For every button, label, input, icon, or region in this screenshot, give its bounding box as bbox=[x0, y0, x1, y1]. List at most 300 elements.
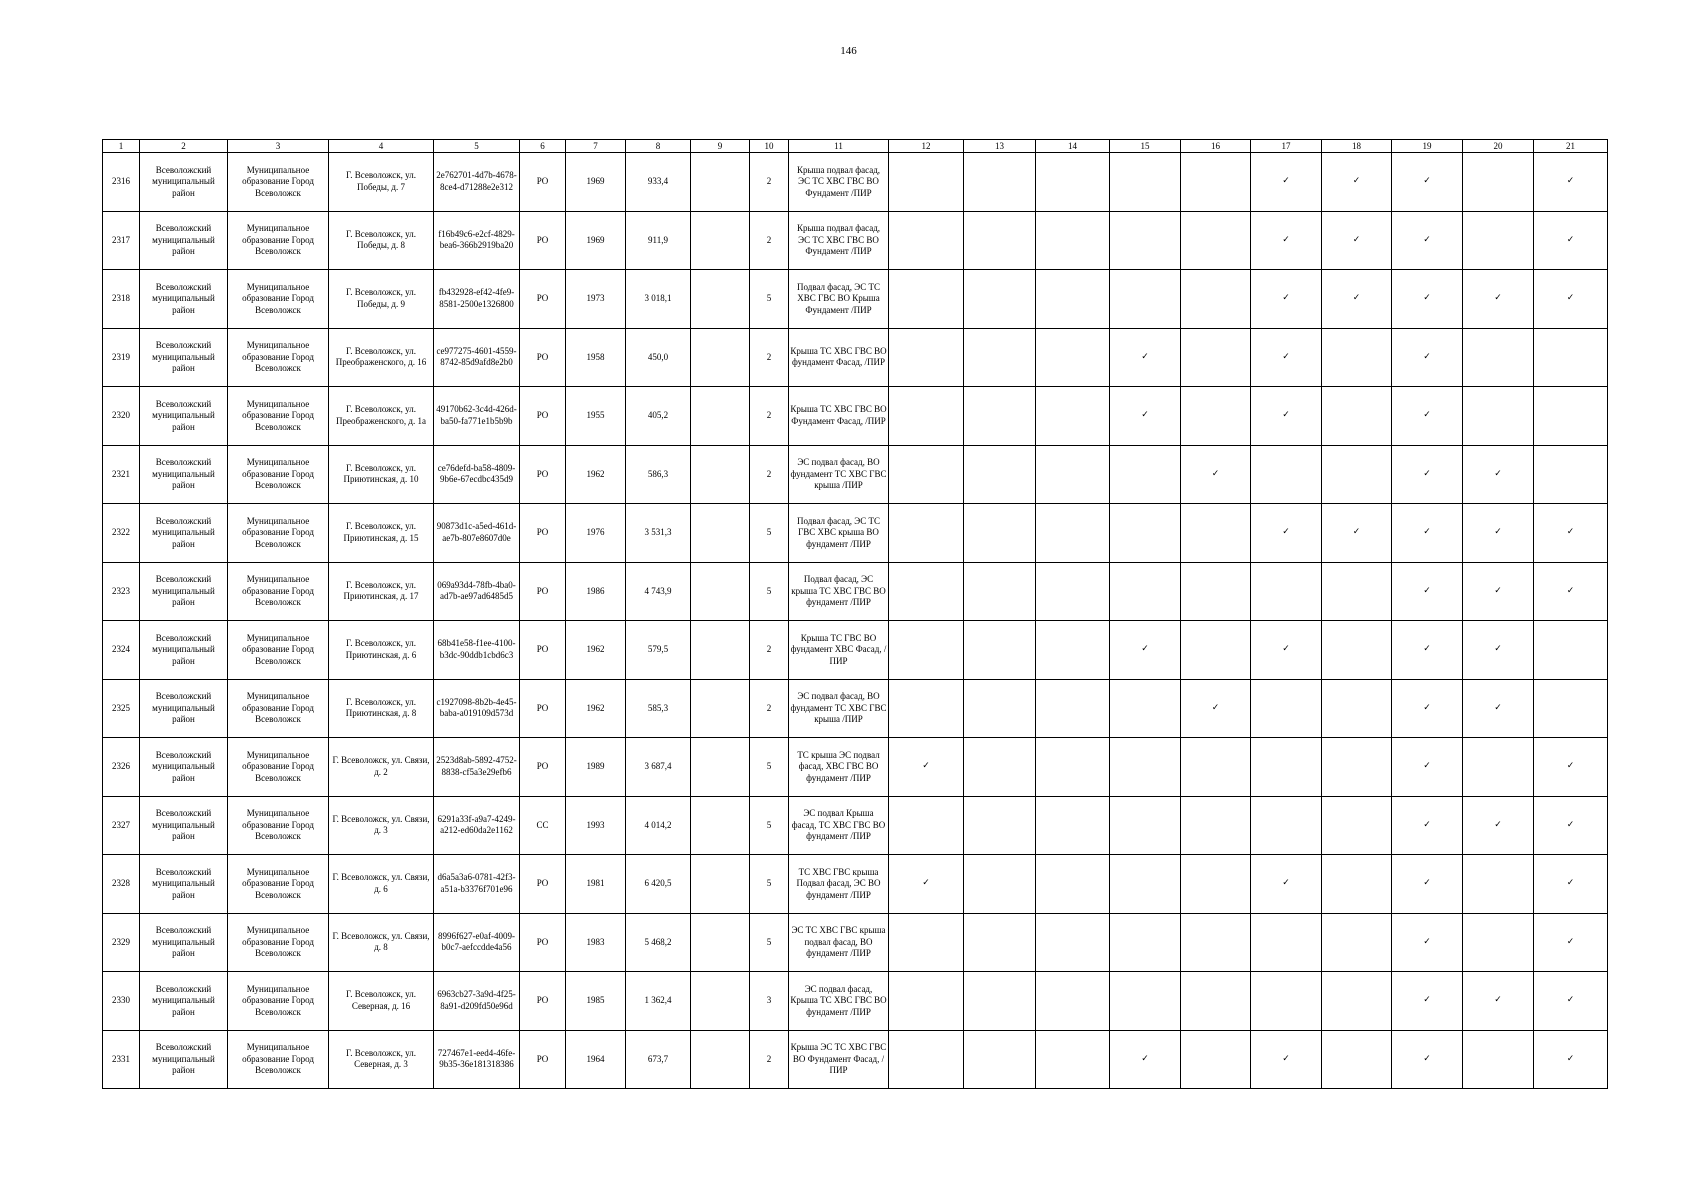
works-cell: Крыша ТС ХВС ГВС ВО фундамент Фасад, /ПИР bbox=[789, 328, 889, 387]
empty-cell bbox=[964, 504, 1036, 563]
empty-cell bbox=[1322, 913, 1392, 972]
address-cell: Г. Всеволожск, ул. Связи, д. 3 bbox=[329, 796, 434, 855]
empty-cell bbox=[1036, 621, 1110, 680]
empty-cell bbox=[1463, 328, 1534, 387]
empty-cell bbox=[889, 153, 964, 212]
area-cell: 673,7 bbox=[626, 1030, 691, 1089]
check-mark-icon: ✓ bbox=[1392, 562, 1463, 621]
column-9-cell bbox=[691, 211, 750, 270]
empty-cell bbox=[1322, 1030, 1392, 1089]
empty-cell bbox=[1036, 855, 1110, 914]
area-cell: 579,5 bbox=[626, 621, 691, 680]
object-code-cell: f16b49c6-e2cf-4829-bea6-366b2919ba20 bbox=[434, 211, 520, 270]
works-cell: ТС крыша ЭС подвал фасад, ХВС ГВС ВО фундамент /ПИР bbox=[789, 738, 889, 797]
empty-cell bbox=[1036, 562, 1110, 621]
floors-cell: 5 bbox=[750, 270, 789, 329]
ownership-type-cell: РО bbox=[520, 270, 566, 329]
empty-cell bbox=[1322, 328, 1392, 387]
check-mark-icon: ✓ bbox=[1392, 153, 1463, 212]
empty-cell bbox=[964, 1030, 1036, 1089]
column-header-19: 19 bbox=[1392, 140, 1463, 153]
ownership-type-cell: РО bbox=[520, 679, 566, 738]
ownership-type-cell: РО bbox=[520, 445, 566, 504]
column-header-11: 11 bbox=[789, 140, 889, 153]
empty-cell bbox=[889, 387, 964, 446]
municipality-cell: Муниципальное образование Город Всеволожск bbox=[228, 153, 329, 212]
empty-cell bbox=[1036, 504, 1110, 563]
address-cell: Г. Всеволожск, ул. Победы, д. 7 bbox=[329, 153, 434, 212]
area-cell: 4 014,2 bbox=[626, 796, 691, 855]
check-mark-icon: ✓ bbox=[1463, 562, 1534, 621]
column-header-17: 17 bbox=[1251, 140, 1322, 153]
district-cell: Всеволожский муниципальный район bbox=[140, 621, 228, 680]
area-cell: 586,3 bbox=[626, 445, 691, 504]
column-header-12: 12 bbox=[889, 140, 964, 153]
object-code-cell: ce977275-4601-4559-8742-85d9afd8e2b0 bbox=[434, 328, 520, 387]
table-row bbox=[103, 913, 1608, 972]
works-cell: Крыша ТС ХВС ГВС ВО Фундамент Фасад, /ПИР bbox=[789, 387, 889, 446]
district-cell: Всеволожский муниципальный район bbox=[140, 855, 228, 914]
ownership-type-cell: РО bbox=[520, 387, 566, 446]
district-cell: Всеволожский муниципальный район bbox=[140, 445, 228, 504]
area-cell: 933,4 bbox=[626, 153, 691, 212]
table-row bbox=[103, 972, 1608, 1031]
ownership-type-cell: РО bbox=[520, 738, 566, 797]
ownership-type-cell: РО bbox=[520, 504, 566, 563]
column-header-18: 18 bbox=[1322, 140, 1392, 153]
works-cell: Подвал фасад, ЭС ТС ХВС ГВС ВО Крыша Фундамент /ПИР bbox=[789, 270, 889, 329]
check-mark-icon: ✓ bbox=[1392, 387, 1463, 446]
works-cell: Крыша подвал фасад, ЭС ТС ХВС ГВС ВО Фундамент /ПИР bbox=[789, 153, 889, 212]
year-cell: 1981 bbox=[566, 855, 626, 914]
district-cell: Всеволожский муниципальный район bbox=[140, 738, 228, 797]
floors-cell: 2 bbox=[750, 621, 789, 680]
check-mark-icon: ✓ bbox=[1392, 211, 1463, 270]
check-mark-icon: ✓ bbox=[1251, 855, 1322, 914]
check-mark-icon: ✓ bbox=[1392, 270, 1463, 329]
year-cell: 1962 bbox=[566, 445, 626, 504]
column-9-cell bbox=[691, 796, 750, 855]
empty-cell bbox=[889, 328, 964, 387]
empty-cell bbox=[889, 679, 964, 738]
empty-cell bbox=[889, 445, 964, 504]
column-9-cell bbox=[691, 445, 750, 504]
empty-cell bbox=[964, 796, 1036, 855]
municipality-cell: Муниципальное образование Город Всеволожск bbox=[228, 1030, 329, 1089]
check-mark-icon: ✓ bbox=[889, 855, 964, 914]
empty-cell bbox=[1534, 621, 1608, 680]
row-number: 2320 bbox=[103, 387, 140, 446]
table-row bbox=[103, 270, 1608, 329]
column-9-cell bbox=[691, 679, 750, 738]
object-code-cell: ce76defd-ba58-4809-9b6e-67ecdbc435d9 bbox=[434, 445, 520, 504]
works-cell: Крыша ТС ГВС ВО фундамент ХВС Фасад, /ПИР bbox=[789, 621, 889, 680]
row-number: 2322 bbox=[103, 504, 140, 563]
empty-cell bbox=[1110, 153, 1181, 212]
column-header-2: 2 bbox=[140, 140, 228, 153]
empty-cell bbox=[1181, 972, 1251, 1031]
area-cell: 911,9 bbox=[626, 211, 691, 270]
works-cell: ЭС подвал фасад, Крыша ТС ХВС ГВС ВО фундамент /ПИР bbox=[789, 972, 889, 1031]
floors-cell: 5 bbox=[750, 913, 789, 972]
check-mark-icon: ✓ bbox=[1534, 855, 1608, 914]
object-code-cell: c1927098-8b2b-4e45-baba-a019109d573d bbox=[434, 679, 520, 738]
check-mark-icon: ✓ bbox=[1251, 153, 1322, 212]
check-mark-icon: ✓ bbox=[1534, 972, 1608, 1031]
address-cell: Г. Всеволожск, ул. Победы, д. 9 bbox=[329, 270, 434, 329]
ownership-type-cell: РО bbox=[520, 913, 566, 972]
empty-cell bbox=[1110, 913, 1181, 972]
municipality-cell: Муниципальное образование Город Всеволожск bbox=[228, 504, 329, 563]
column-9-cell bbox=[691, 562, 750, 621]
floors-cell: 2 bbox=[750, 679, 789, 738]
check-mark-icon: ✓ bbox=[1534, 913, 1608, 972]
table-row bbox=[103, 796, 1608, 855]
year-cell: 1983 bbox=[566, 913, 626, 972]
check-mark-icon: ✓ bbox=[1392, 445, 1463, 504]
empty-cell bbox=[889, 972, 964, 1031]
empty-cell bbox=[964, 621, 1036, 680]
empty-cell bbox=[964, 153, 1036, 212]
empty-cell bbox=[1110, 270, 1181, 329]
empty-cell bbox=[1463, 153, 1534, 212]
object-code-cell: 2523d8ab-5892-4752-8838-cf5a3e29efb6 bbox=[434, 738, 520, 797]
works-cell: Подвал фасад, ЭС крыша ТС ХВС ГВС ВО фундамент /ПИР bbox=[789, 562, 889, 621]
column-header-14: 14 bbox=[1036, 140, 1110, 153]
column-9-cell bbox=[691, 913, 750, 972]
empty-cell bbox=[1181, 270, 1251, 329]
check-mark-icon: ✓ bbox=[1392, 913, 1463, 972]
empty-cell bbox=[1322, 796, 1392, 855]
table-row bbox=[103, 679, 1608, 738]
table-row bbox=[103, 504, 1608, 563]
column-number-row bbox=[103, 140, 1608, 153]
floors-cell: 2 bbox=[750, 211, 789, 270]
empty-cell bbox=[889, 796, 964, 855]
year-cell: 1985 bbox=[566, 972, 626, 1031]
object-code-cell: 68b41e58-f1ee-4100-b3dc-90ddb1cbd6c3 bbox=[434, 621, 520, 680]
district-cell: Всеволожский муниципальный район bbox=[140, 153, 228, 212]
empty-cell bbox=[1322, 855, 1392, 914]
row-number: 2330 bbox=[103, 972, 140, 1031]
floors-cell: 5 bbox=[750, 796, 789, 855]
year-cell: 1969 bbox=[566, 211, 626, 270]
address-cell: Г. Всеволожск, ул. Победы, д. 8 bbox=[329, 211, 434, 270]
empty-cell bbox=[1251, 679, 1322, 738]
column-header-6: 6 bbox=[520, 140, 566, 153]
check-mark-icon: ✓ bbox=[1322, 153, 1392, 212]
object-code-cell: 8996f627-e0af-4009-b0c7-aefccdde4a56 bbox=[434, 913, 520, 972]
check-mark-icon: ✓ bbox=[1392, 679, 1463, 738]
address-cell: Г. Всеволожск, ул. Приютинская, д. 10 bbox=[329, 445, 434, 504]
empty-cell bbox=[1110, 562, 1181, 621]
district-cell: Всеволожский муниципальный район bbox=[140, 270, 228, 329]
works-cell: ЭС подвал Крыша фасад, ТС ХВС ГВС ВО фундамент /ПИР bbox=[789, 796, 889, 855]
empty-cell bbox=[964, 972, 1036, 1031]
object-code-cell: 2e762701-4d7b-4678-8ce4-d71288e2e312 bbox=[434, 153, 520, 212]
object-code-cell: 6963cb27-3a9d-4f25-8a91-d209fd50e96d bbox=[434, 972, 520, 1031]
area-cell: 3 018,1 bbox=[626, 270, 691, 329]
column-header-8: 8 bbox=[626, 140, 691, 153]
column-9-cell bbox=[691, 972, 750, 1031]
address-cell: Г. Всеволожск, ул. Северная, д. 3 bbox=[329, 1030, 434, 1089]
table-row bbox=[103, 211, 1608, 270]
empty-cell bbox=[1463, 855, 1534, 914]
row-number: 2327 bbox=[103, 796, 140, 855]
floors-cell: 5 bbox=[750, 855, 789, 914]
column-header-7: 7 bbox=[566, 140, 626, 153]
check-mark-icon: ✓ bbox=[1463, 504, 1534, 563]
column-header-16: 16 bbox=[1181, 140, 1251, 153]
area-cell: 585,3 bbox=[626, 679, 691, 738]
row-number: 2328 bbox=[103, 855, 140, 914]
empty-cell bbox=[1110, 855, 1181, 914]
check-mark-icon: ✓ bbox=[1392, 855, 1463, 914]
ownership-type-cell: РО bbox=[520, 972, 566, 1031]
district-cell: Всеволожский муниципальный район bbox=[140, 504, 228, 563]
works-cell: ТС ХВС ГВС крыша Подвал фасад, ЭС ВО фундамент /ПИР bbox=[789, 855, 889, 914]
column-9-cell bbox=[691, 270, 750, 329]
column-9-cell bbox=[691, 621, 750, 680]
empty-cell bbox=[889, 913, 964, 972]
municipality-cell: Муниципальное образование Город Всеволожск bbox=[228, 270, 329, 329]
district-cell: Всеволожский муниципальный район bbox=[140, 679, 228, 738]
area-cell: 450,0 bbox=[626, 328, 691, 387]
table-row bbox=[103, 445, 1608, 504]
empty-cell bbox=[1036, 913, 1110, 972]
address-cell: Г. Всеволожск, ул. Связи, д. 8 bbox=[329, 913, 434, 972]
row-number: 2331 bbox=[103, 1030, 140, 1089]
empty-cell bbox=[1036, 796, 1110, 855]
empty-cell bbox=[1036, 328, 1110, 387]
check-mark-icon: ✓ bbox=[1251, 270, 1322, 329]
check-mark-icon: ✓ bbox=[1251, 621, 1322, 680]
empty-cell bbox=[1534, 387, 1608, 446]
empty-cell bbox=[1036, 972, 1110, 1031]
year-cell: 1962 bbox=[566, 621, 626, 680]
district-cell: Всеволожский муниципальный район bbox=[140, 328, 228, 387]
empty-cell bbox=[1036, 270, 1110, 329]
table-row bbox=[103, 855, 1608, 914]
empty-cell bbox=[1251, 796, 1322, 855]
empty-cell bbox=[1322, 387, 1392, 446]
year-cell: 1969 bbox=[566, 153, 626, 212]
ownership-type-cell: РО bbox=[520, 1030, 566, 1089]
row-number: 2326 bbox=[103, 738, 140, 797]
empty-cell bbox=[889, 1030, 964, 1089]
table-row bbox=[103, 387, 1608, 446]
empty-cell bbox=[1181, 796, 1251, 855]
address-cell: Г. Всеволожск, ул. Приютинская, д. 6 bbox=[329, 621, 434, 680]
year-cell: 1986 bbox=[566, 562, 626, 621]
area-cell: 405,2 bbox=[626, 387, 691, 446]
empty-cell bbox=[889, 621, 964, 680]
empty-cell bbox=[1181, 913, 1251, 972]
floors-cell: 3 bbox=[750, 972, 789, 1031]
empty-cell bbox=[1463, 387, 1534, 446]
check-mark-icon: ✓ bbox=[1534, 738, 1608, 797]
check-mark-icon: ✓ bbox=[1181, 445, 1251, 504]
area-cell: 3 531,3 bbox=[626, 504, 691, 563]
year-cell: 1964 bbox=[566, 1030, 626, 1089]
area-cell: 6 420,5 bbox=[626, 855, 691, 914]
column-header-5: 5 bbox=[434, 140, 520, 153]
municipality-cell: Муниципальное образование Город Всеволожск bbox=[228, 913, 329, 972]
year-cell: 1962 bbox=[566, 679, 626, 738]
column-header-9: 9 bbox=[691, 140, 750, 153]
ownership-type-cell: РО bbox=[520, 855, 566, 914]
floors-cell: 5 bbox=[750, 504, 789, 563]
ownership-type-cell: СС bbox=[520, 796, 566, 855]
ownership-type-cell: РО bbox=[520, 562, 566, 621]
year-cell: 1955 bbox=[566, 387, 626, 446]
year-cell: 1993 bbox=[566, 796, 626, 855]
check-mark-icon: ✓ bbox=[1463, 621, 1534, 680]
empty-cell bbox=[964, 855, 1036, 914]
check-mark-icon: ✓ bbox=[1534, 562, 1608, 621]
empty-cell bbox=[964, 270, 1036, 329]
district-cell: Всеволожский муниципальный район bbox=[140, 913, 228, 972]
check-mark-icon: ✓ bbox=[889, 738, 964, 797]
area-cell: 5 468,2 bbox=[626, 913, 691, 972]
address-cell: Г. Всеволожск, ул. Северная, д. 16 bbox=[329, 972, 434, 1031]
works-cell: Крыша подвал фасад, ЭС ТС ХВС ГВС ВО Фундамент /ПИР bbox=[789, 211, 889, 270]
check-mark-icon: ✓ bbox=[1251, 504, 1322, 563]
column-header-20: 20 bbox=[1463, 140, 1534, 153]
empty-cell bbox=[1181, 1030, 1251, 1089]
row-number: 2324 bbox=[103, 621, 140, 680]
column-9-cell bbox=[691, 153, 750, 212]
district-cell: Всеволожский муниципальный район bbox=[140, 1030, 228, 1089]
check-mark-icon: ✓ bbox=[1392, 972, 1463, 1031]
empty-cell bbox=[1181, 562, 1251, 621]
empty-cell bbox=[1251, 913, 1322, 972]
object-code-cell: fb432928-ef42-4fe9-8581-2500e1326800 bbox=[434, 270, 520, 329]
check-mark-icon: ✓ bbox=[1322, 504, 1392, 563]
row-number: 2318 bbox=[103, 270, 140, 329]
column-9-cell bbox=[691, 387, 750, 446]
district-cell: Всеволожский муниципальный район bbox=[140, 211, 228, 270]
check-mark-icon: ✓ bbox=[1322, 211, 1392, 270]
empty-cell bbox=[889, 562, 964, 621]
year-cell: 1973 bbox=[566, 270, 626, 329]
column-header-13: 13 bbox=[964, 140, 1036, 153]
column-header-3: 3 bbox=[228, 140, 329, 153]
check-mark-icon: ✓ bbox=[1251, 211, 1322, 270]
check-mark-icon: ✓ bbox=[1392, 328, 1463, 387]
empty-cell bbox=[889, 504, 964, 563]
check-mark-icon: ✓ bbox=[1110, 387, 1181, 446]
check-mark-icon: ✓ bbox=[1392, 621, 1463, 680]
municipality-cell: Муниципальное образование Город Всеволожск bbox=[228, 621, 329, 680]
address-cell: Г. Всеволожск, ул. Преображенского, д. 1а bbox=[329, 387, 434, 446]
empty-cell bbox=[1110, 211, 1181, 270]
works-cell: ЭС подвал фасад, ВО фундамент ТС ХВС ГВС крыша /ПИР bbox=[789, 679, 889, 738]
works-cell: ЭС ТС ХВС ГВС крыша подвал фасад, ВО фундамент /ПИР bbox=[789, 913, 889, 972]
table-row bbox=[103, 1030, 1608, 1089]
object-code-cell: 90873d1c-a5ed-461d-ae7b-807e8607d0e bbox=[434, 504, 520, 563]
empty-cell bbox=[1181, 211, 1251, 270]
ownership-type-cell: РО bbox=[520, 211, 566, 270]
check-mark-icon: ✓ bbox=[1251, 1030, 1322, 1089]
empty-cell bbox=[889, 211, 964, 270]
empty-cell bbox=[1251, 972, 1322, 1031]
empty-cell bbox=[1110, 738, 1181, 797]
check-mark-icon: ✓ bbox=[1534, 504, 1608, 563]
empty-cell bbox=[1534, 328, 1608, 387]
ownership-type-cell: РО bbox=[520, 621, 566, 680]
row-number: 2321 bbox=[103, 445, 140, 504]
works-cell: ЭС подвал фасад, ВО фундамент ТС ХВС ГВС крыша /ПИР bbox=[789, 445, 889, 504]
empty-cell bbox=[1534, 679, 1608, 738]
check-mark-icon: ✓ bbox=[1392, 796, 1463, 855]
works-cell: Крыша ЭС ТС ХВС ГВС ВО Фундамент Фасад, /ПИР bbox=[789, 1030, 889, 1089]
address-cell: Г. Всеволожск, ул. Связи, д. 6 bbox=[329, 855, 434, 914]
area-cell: 4 743,9 bbox=[626, 562, 691, 621]
check-mark-icon: ✓ bbox=[1251, 328, 1322, 387]
year-cell: 1989 bbox=[566, 738, 626, 797]
check-mark-icon: ✓ bbox=[1463, 679, 1534, 738]
check-mark-icon: ✓ bbox=[1463, 270, 1534, 329]
row-number: 2325 bbox=[103, 679, 140, 738]
object-code-cell: 49170b62-3c4d-426d-ba50-fa771e1b5b9b bbox=[434, 387, 520, 446]
empty-cell bbox=[1181, 855, 1251, 914]
floors-cell: 2 bbox=[750, 328, 789, 387]
empty-cell bbox=[964, 562, 1036, 621]
municipality-cell: Муниципальное образование Город Всеволожск bbox=[228, 679, 329, 738]
column-9-cell bbox=[691, 1030, 750, 1089]
column-header-1: 1 bbox=[103, 140, 140, 153]
empty-cell bbox=[1110, 445, 1181, 504]
empty-cell bbox=[1322, 738, 1392, 797]
district-cell: Всеволожский муниципальный район bbox=[140, 562, 228, 621]
check-mark-icon: ✓ bbox=[1534, 796, 1608, 855]
column-header-15: 15 bbox=[1110, 140, 1181, 153]
floors-cell: 2 bbox=[750, 1030, 789, 1089]
empty-cell bbox=[1181, 504, 1251, 563]
empty-cell bbox=[1110, 504, 1181, 563]
object-code-cell: d6a5a3a6-0781-42f3-a51a-b3376f701e96 bbox=[434, 855, 520, 914]
address-cell: Г. Всеволожск, ул. Связи, д. 2 bbox=[329, 738, 434, 797]
empty-cell bbox=[964, 738, 1036, 797]
empty-cell bbox=[1322, 972, 1392, 1031]
floors-cell: 5 bbox=[750, 562, 789, 621]
empty-cell bbox=[1463, 913, 1534, 972]
empty-cell bbox=[1110, 972, 1181, 1031]
empty-cell bbox=[1036, 153, 1110, 212]
municipality-cell: Муниципальное образование Город Всеволожск bbox=[228, 972, 329, 1031]
floors-cell: 2 bbox=[750, 445, 789, 504]
check-mark-icon: ✓ bbox=[1534, 1030, 1608, 1089]
empty-cell bbox=[1251, 562, 1322, 621]
empty-cell bbox=[1463, 738, 1534, 797]
district-cell: Всеволожский муниципальный район bbox=[140, 796, 228, 855]
empty-cell bbox=[1181, 738, 1251, 797]
table-row bbox=[103, 738, 1608, 797]
municipality-cell: Муниципальное образование Город Всеволожск bbox=[228, 855, 329, 914]
address-cell: Г. Всеволожск, ул. Приютинская, д. 17 bbox=[329, 562, 434, 621]
check-mark-icon: ✓ bbox=[1110, 328, 1181, 387]
empty-cell bbox=[1322, 562, 1392, 621]
district-cell: Всеволожский муниципальный район bbox=[140, 972, 228, 1031]
address-cell: Г. Всеволожск, ул. Приютинская, д. 8 bbox=[329, 679, 434, 738]
empty-cell bbox=[1036, 738, 1110, 797]
check-mark-icon: ✓ bbox=[1534, 270, 1608, 329]
empty-cell bbox=[964, 913, 1036, 972]
check-mark-icon: ✓ bbox=[1181, 679, 1251, 738]
empty-cell bbox=[1322, 445, 1392, 504]
year-cell: 1958 bbox=[566, 328, 626, 387]
